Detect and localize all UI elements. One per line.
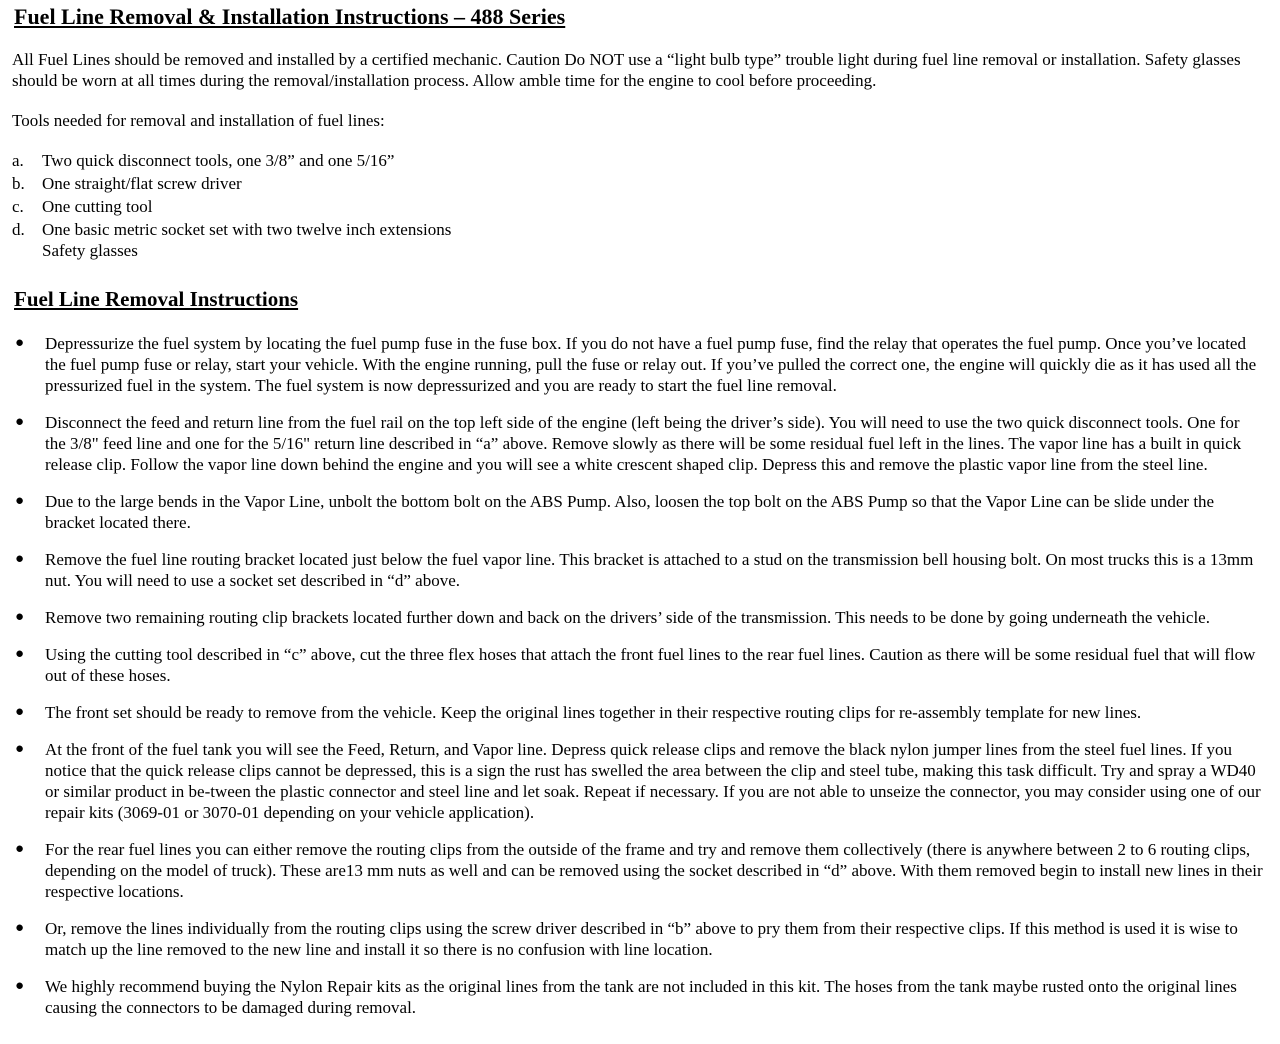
step-text: Remove the fuel line routing bracket located just below the fuel vapor line. This bracket is attached to a stud on the transmission bell housing bolt. On most trucks this is a 13mm nut. You will need to use a socket set described in “d” above. <box>45 550 1254 590</box>
page-title: Fuel Line Removal & Installation Instructions – 488 Series <box>14 4 566 29</box>
list-marker: c. <box>12 197 24 216</box>
list-item-line: One basic metric socket set with two twelve inch extensions <box>42 220 452 239</box>
step-text: The front set should be ready to remove from the vehicle. Keep the original lines together in their respective routing clips for re-assembly template for new lines. <box>45 703 1142 722</box>
bullet-icon: ● <box>15 741 25 757</box>
bullet-icon: ● <box>15 335 25 351</box>
list-item <box>12 607 1266 628</box>
list-item <box>12 412 1266 475</box>
step-text: Depressurize the fuel system by locating the fuel pump fuse in the fuse box. If you do not have a fuel pump fuse, find the relay that operates the fuel pump. Once you’ve located the fuel pump fuse or relay, start your vehicle. With the engine running, pull the fuse or relay out. If you’ve pulled the correct one, the engine will quickly die as it has used all the pressurized fuel in the system. The fuel system is now depressurized and you are ready to start the fuel line removal. <box>45 334 1257 395</box>
bullet-icon: ● <box>15 414 25 430</box>
list-item <box>12 976 1266 1018</box>
section-heading: Fuel Line Removal Instructions <box>14 287 299 311</box>
list-item <box>12 173 1266 194</box>
bullet-icon: ● <box>15 493 25 509</box>
list-item <box>12 333 1266 396</box>
list-item <box>12 644 1266 686</box>
step-text: Remove two remaining routing clip brackets located further down and back on the drivers’ side of the transmission. This needs to be done by going underneath the vehicle. <box>45 608 1210 627</box>
list-item <box>12 549 1266 591</box>
list-item <box>12 918 1266 960</box>
list-marker: d. <box>12 220 25 239</box>
intro-paragraph: All Fuel Lines should be removed and installed by a certified mechanic. Caution Do NOT use a “light bulb type” trouble light during fuel line removal or installation. Safety glasses should be worn at all times during the removal/installation process. Allow amble time for the engine to cool before proceeding. <box>12 50 1241 90</box>
bullet-icon: ● <box>15 978 25 994</box>
bullet-icon: ● <box>15 609 25 625</box>
list-item <box>12 839 1266 902</box>
step-text: We highly recommend buying the Nylon Repair kits as the original lines from the tank are not included in this kit. The hoses from the tank maybe rusted onto the original lines causing the connectors to be damaged during removal. <box>45 977 1237 1017</box>
list-item-text <box>42 219 1266 261</box>
step-text: Using the cutting tool described in “c” above, cut the three flex hoses that attach the front fuel lines to the rear fuel lines. Caution as there will be some residual fuel that will flow out of these hoses. <box>45 645 1256 685</box>
bullet-icon: ● <box>15 920 25 936</box>
bullet-icon: ● <box>15 551 25 567</box>
step-text: Due to the large bends in the Vapor Line, unbolt the bottom bolt on the ABS Pump. Also, loosen the top bolt on the ABS Pump so that the Vapor Line can be slide under the bracket located there. <box>45 492 1215 532</box>
step-text: Or, remove the lines individually from the routing clips using the screw driver described in “b” above to pry them from their respective clips. If this method is used it is wise to match up the line removed to the new line and install it so there is no confusion with line location. <box>45 919 1238 959</box>
bullet-icon: ● <box>15 704 25 720</box>
list-item-line: Safety glasses <box>42 241 138 260</box>
list-item <box>12 219 1266 261</box>
list-item <box>12 491 1266 533</box>
tools-intro: Tools needed for removal and installation of fuel lines: <box>12 111 385 130</box>
list-marker: b. <box>12 174 25 193</box>
tools-list <box>12 150 1266 261</box>
bullet-icon: ● <box>15 646 25 662</box>
list-item <box>12 196 1266 217</box>
list-marker: a. <box>12 151 24 170</box>
bullet-icon: ● <box>15 841 25 857</box>
list-item <box>12 150 1266 171</box>
step-text: Disconnect the feed and return line from the fuel rail on the top left side of the engine (left being the driver’s side). You will need to use the two quick disconnect tools. One for the 3/8" feed line and one for the 5/16" return line described in “a” above. Remove slowly as there will be some residual fuel left in the lines. The vapor line has a built in quick release clip. Follow the vapor line down behind the engine and you will see a white crescent shaped clip. Depress this and remove the plastic vapor line from the steel line. <box>45 413 1242 474</box>
list-item-text: One straight/flat screw driver <box>42 174 242 193</box>
step-text: For the rear fuel lines you can either remove the routing clips from the outside of the frame and try and remove them collectively (there is anywhere between 2 to 6 routing clips, depending on the model of truck). These are13 mm nuts as well and can be removed using the socket described in “d” above. With them removed begin to install new lines in their respective locations. <box>45 840 1263 901</box>
list-item-text: One cutting tool <box>42 197 153 216</box>
list-item <box>12 702 1266 723</box>
steps-list <box>12 333 1266 1018</box>
list-item <box>12 739 1266 823</box>
list-item-text: Two quick disconnect tools, one 3/8” and one 5/16” <box>42 151 395 170</box>
step-text: At the front of the fuel tank you will see the Feed, Return, and Vapor line. Depress quick release clips and remove the black nylon jumper lines from the steel fuel lines. If you notice that the quick release clips cannot be depressed, this is a sign the rust has swelled the area between the clip and steel tube, making this task difficult. Try and spray a WD40 or similar product in be-tween the plastic connector and steel line and let soak. Repeat if necessary. If you are not able to unseize the connector, you may consider using one of our repair kits (3069-01 or 3070-01 depending on your vehicle application). <box>45 740 1261 822</box>
